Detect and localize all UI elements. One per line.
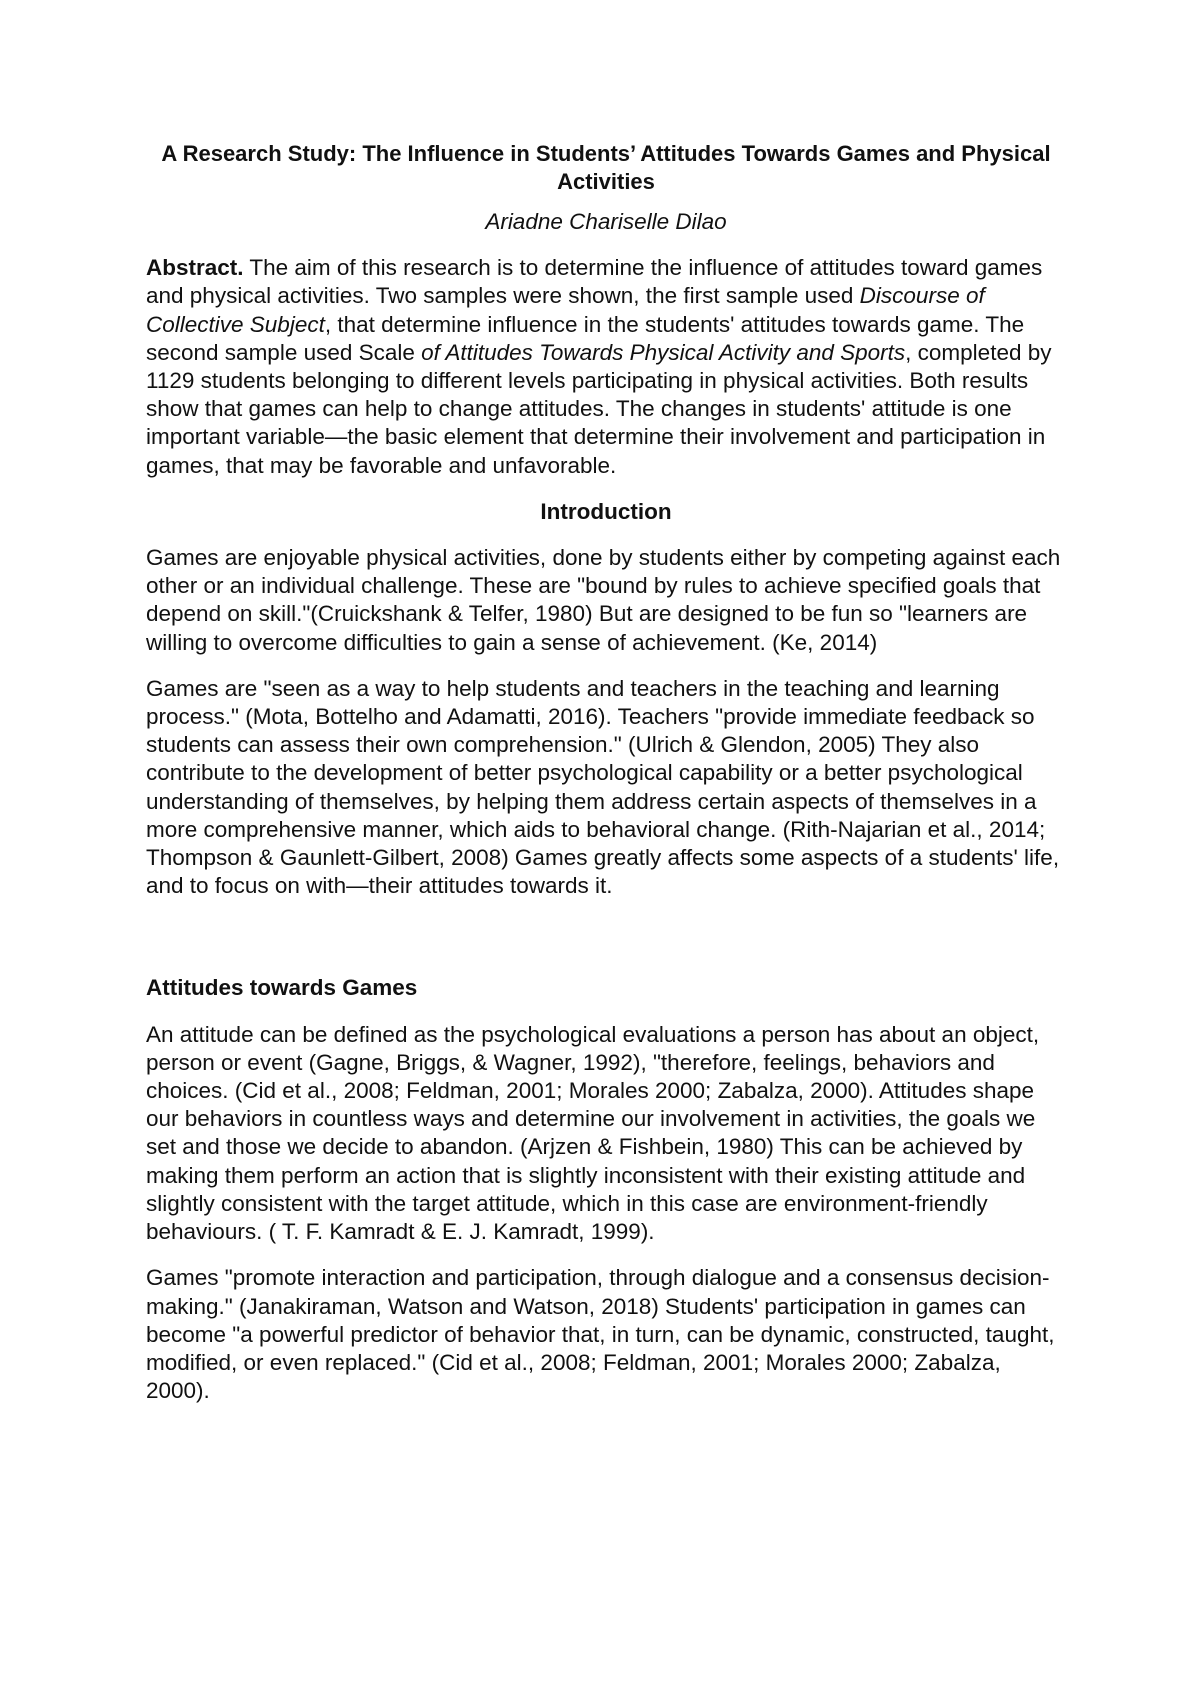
section-heading-attitudes: Attitudes towards Games — [146, 975, 418, 1001]
author-name: Ariadne Chariselle Dilao — [485, 209, 727, 234]
introduction-paragraph-2: Games are "seen as a way to help students and teachers in the teaching and learning process." (Mota, Bottelho and Adamatti, 2016). Teachers "provide immediate feedback so students can assess their own comprehension." (Ulrich & Glendon, 2005) They also contribute to the development of better psychological capability or a better psychological understanding of themselves, by helping them address certain aspects of themselves in a more comprehensive manner, which aids to behavioral change. (Rith-Najarian et al., 2014; Thompson & Gaunlett-Gilbert, 2008) Games greatly affects some aspects of a students' life, and to focus on with—their attitudes towards it. — [146, 675, 1060, 899]
attitudes-paragraph-1: An attitude can be defined as the psychological evaluations a person has about an object, person or event (Gagne, Briggs, & Wagner, 1992), "therefore, feelings, behaviors and choices. (Cid et al., 2008; Feldman, 2001; Morales 2000; Zabalza, 2000). Attitudes shape our behaviors in countless ways and determine our involvement in activities, the goals we set and those we decide to abandon. (Arjzen & Fishbein, 1980) This can be achieved by making them perform an action that is slightly inconsistent with their existing attitude and slightly consistent with the target attitude, which in this case are environment-friendly behaviours. ( T. F. Kamradt & E. J. Kamradt, 1999). — [146, 1021, 1040, 1245]
abstract-italic-2: of Attitudes Towards Physical Activity and Sports — [421, 339, 906, 365]
section-spacer — [146, 918, 1066, 974]
attitudes-paragraph-2: Games "promote interaction and participation, through dialogue and a consensus decision-making." (Janakiraman, Watson and Watson, 2018) Students' participation in games can become "a powerful predictor of behavior that, in turn, can be dynamic, constructed, taught, modified, or even replaced." (Cid et al., 2008; Feldman, 2001; Morales 2000; Zabalza, 2000). — [146, 1265, 1055, 1404]
introduction-paragraph-1: Games are enjoyable physical activities, done by students either by competing against each other or an individual challenge. These are "bound by rules to achieve specified goals that depend on skill."(Cruickshank & Telfer, 1980) But are designed to be fun so "learners are willing to overcome difficulties to gain a sense of achievement. (Ke, 2014) — [146, 545, 1061, 655]
abstract-text-1: The aim of this research is to determine the influence of attitudes toward games and physical activities. Two samples were shown, the first sample used — [146, 255, 1043, 309]
abstract-paragraph — [146, 254, 1066, 480]
section-heading-introduction: Introduction — [540, 498, 672, 524]
abstract-italic-1: Discourse of Collective Subject — [146, 283, 985, 337]
abstract-text-2: , that determine influence in the students' attitudes towards game. The second sample used Scale — [146, 311, 1025, 365]
abstract-label: Abstract. — [146, 255, 244, 281]
paper-title: A Research Study: The Influence in Students’ Attitudes Towards Games and Physical Activities — [161, 141, 1051, 194]
document-body — [146, 140, 1066, 1423]
abstract-text-3: , completed by 1129 students belonging to different levels participating in physical activities. Both results show that games can help to change attitudes. The changes in students' attitude is one important variable—the basic element that determine their involvement and participation in games, that may be favorable and unfavorable. — [146, 339, 1052, 478]
